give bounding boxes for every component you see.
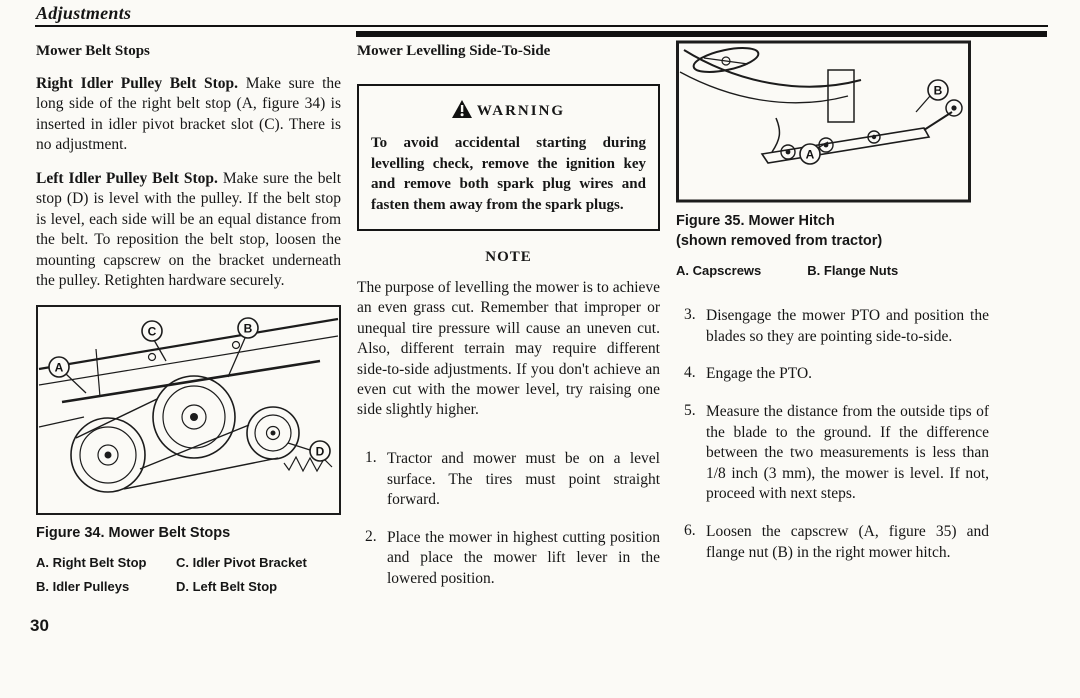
legend-item-d: D. Left Belt Stop [176, 579, 278, 595]
legend-item-b: B. Idler Pulleys [36, 579, 130, 595]
step-5 [676, 402, 989, 505]
middle-pulley-icon [153, 376, 235, 458]
figure-35-drawing [676, 40, 971, 203]
right-pulley-icon [247, 407, 299, 459]
page-title: Adjustments [36, 3, 132, 23]
paragraph-left-idler-lead: Left Idler Pulley Belt Stop. [36, 169, 218, 187]
note-text: The purpose of levelling the mower is to achieve an even grass cut. Remember that improper or unequal tire pressure will cause an uneven cut. Also, different terrain may require different side-to-side adjustments. If you don't achieve an even cut with the mower level, try raising one side slightly higher. [357, 278, 661, 419]
svg-text:B: B [243, 321, 253, 336]
callout-b [228, 318, 258, 377]
legend-item-a: A. Right Belt Stop [36, 555, 147, 571]
step-6 [676, 522, 989, 563]
paragraph-right-idler-body: Make sure the long side of the right belt stop (A, figure 34) is inserted in idler pivot bracket slot (C). There is no adjustment. [36, 75, 342, 154]
capscrew-icons [781, 131, 880, 159]
step-6-number: 6. [684, 522, 696, 539]
legend-item-b: B. Flange Nuts [807, 263, 899, 279]
left-pulley-icon [71, 418, 145, 492]
step-6-text: Loosen the capscrew (A, figure 35) and flange nut (B) in the right mower hitch. [706, 523, 989, 561]
step-1-number: 1. [365, 448, 377, 466]
figure-34-caption: Figure 34. Mower Belt Stops [36, 524, 231, 541]
step-4-text: Engage the PTO. [706, 365, 813, 383]
figure-34-legend [36, 555, 341, 594]
svg-text:C: C [147, 324, 157, 339]
steps-3-6 [676, 306, 989, 563]
steps-1-2 [357, 449, 660, 590]
callout-b [916, 80, 948, 112]
warning-icon [452, 100, 472, 123]
step-2 [357, 528, 660, 590]
column-left [36, 40, 341, 594]
step-1-text: Tractor and mower must be on a level surface. The tires must point straight forward. [387, 449, 660, 509]
header-rule-thick [356, 31, 1047, 37]
warning-header [371, 100, 646, 123]
header-rule-thin [35, 25, 1048, 27]
figure-35 [676, 40, 989, 203]
paragraph-left-idler [36, 169, 341, 292]
step-4-number: 4. [684, 364, 696, 382]
step-2-number: 2. [365, 527, 377, 545]
warning-title: WARNING [476, 103, 566, 119]
step-5-number: 5. [684, 401, 696, 419]
paragraph-right-idler [36, 74, 341, 156]
figure-35-caption-line2: (shown removed from tractor) [676, 232, 883, 249]
note-heading: NOTE [485, 248, 532, 265]
figure-35-caption [676, 212, 989, 251]
callout-c [142, 321, 166, 361]
step-3-text: Disengage the mower PTO and position the blades so they are pointing side-to-side. [706, 307, 989, 345]
heading-mower-levelling: Mower Levelling Side-To-Side [357, 43, 551, 59]
step-1 [357, 449, 660, 511]
figure-35-legend [676, 263, 989, 278]
figure-34 [36, 305, 341, 515]
figure-35-caption-line1: Figure 35. Mower Hitch [676, 213, 835, 229]
step-3-number: 3. [684, 306, 696, 324]
figure-34-drawing [36, 305, 341, 515]
step-3 [676, 306, 989, 347]
page-number: 30 [30, 616, 49, 635]
warning-text: To avoid accidental starting during levelling check, remove the ignition key and remove both spark plug wires and fasten them away from the spark plugs. [371, 135, 646, 214]
step-2-text: Place the mower in highest cutting position and place the mower lift lever in the lowered position. [387, 528, 660, 587]
column-right [676, 40, 989, 580]
svg-text:A: A [805, 147, 815, 162]
legend-item-a: A. Capscrews [676, 263, 762, 279]
svg-text:B: B [933, 83, 943, 98]
legend-item-c: C. Idler Pivot Bracket [176, 555, 307, 571]
svg-text:D: D [315, 444, 325, 459]
warning-box [357, 84, 660, 231]
step-4 [676, 364, 989, 385]
callout-d [288, 441, 330, 461]
column-middle [357, 40, 660, 607]
svg-text:A: A [54, 360, 64, 375]
step-5-text: Measure the distance from the outside tips of the blade to the ground. If the difference between the two measurements is less than 1/8 inch (3 mm), the mower is level. If not, proceed with next steps. [706, 402, 989, 503]
paragraph-right-idler-lead: Right Idler Pulley Belt Stop. [36, 75, 239, 92]
heading-mower-belt-stops: Mower Belt Stops [36, 43, 150, 59]
paragraph-left-idler-body: Make sure the belt stop (D) is level with the pulley. If the belt stop is level, each side will be an equal distance from the belt. To reposition the belt stop, loosen the mounting capscrew on the bracket underneath the pulley. Retighten hardware securely. [36, 169, 341, 290]
